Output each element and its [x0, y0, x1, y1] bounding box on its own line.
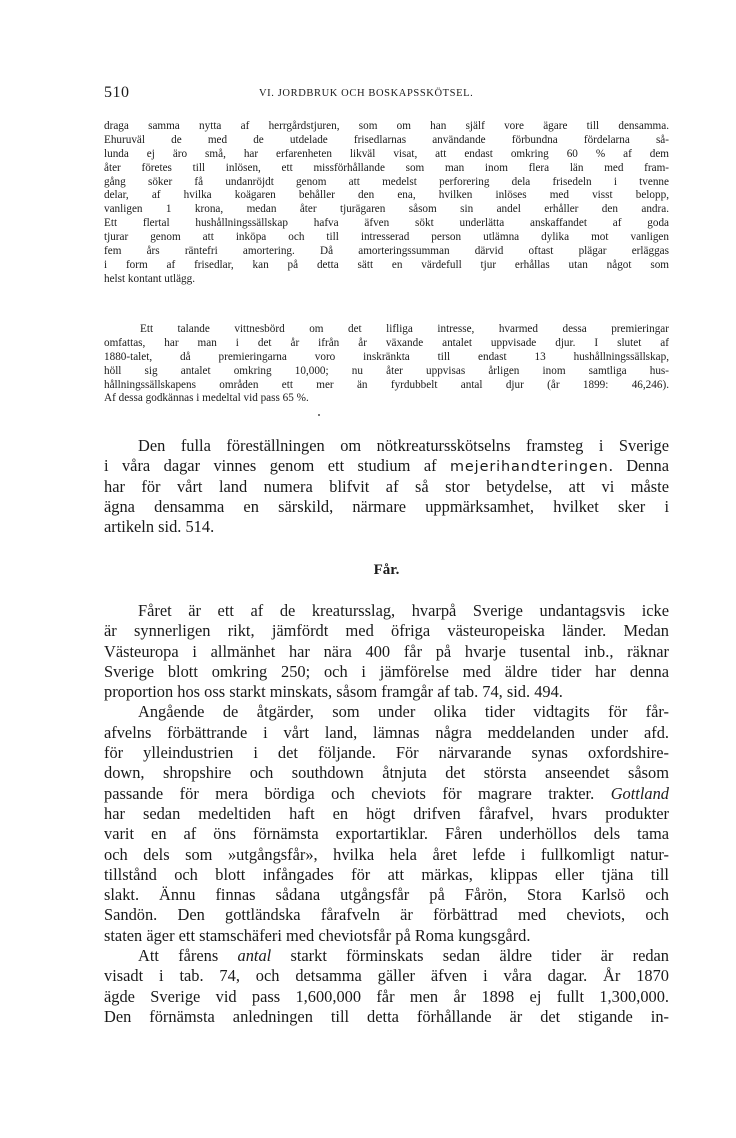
emphasized-term: mejerihandteringen — [450, 459, 609, 476]
text-line: 1880-talet, då premieringarna voro inskränkta till endast 13 hushållningssällskap, — [104, 350, 669, 363]
text-line: draga samma nytta af herrgårdstjuren, som om han själf vore ägare till densamma. — [104, 120, 669, 132]
text-line: delar, af hvilka koägaren behåller den ena, hvilken inlöses med visst belopp, — [104, 189, 669, 202]
text-line: gång söker få undanröjdt genom att medelst perforering dela frisedeln i tvenne — [104, 175, 669, 188]
text-line: omfattas, har man i det år ifrån år växande antalet uppvisade djur. I slutet af — [104, 336, 669, 349]
text-line: staten äger ett stamschäferi med cheviotsfår på Roma kungsgård. — [104, 925, 531, 945]
text-line: höll sig antalet omkring 10,000; nu åter uppvisas årligen inom samtliga hus- — [104, 364, 669, 377]
text-segment: passande för mera bördiga och cheviots för magrare trakter. — [104, 783, 611, 803]
text-line: i form af frisedlar, kan på detta sätt en värdefull tjur erhållas utan något som — [104, 258, 669, 271]
page-header — [104, 84, 669, 106]
paragraph-far — [104, 601, 669, 1027]
text-line: proportion hos oss starkt minskats, såsom framgår af tab. 74, sid. 494. — [104, 682, 563, 702]
text-line: Sverige blott omkring 250; och i jämförelse med äldre tider har denna — [104, 661, 669, 681]
text-line: Ehuruväl de med de utdelade frisedlarnas användande förbundna fördelarna så- — [104, 133, 669, 146]
text-line: Ett flertal hushållningssällskap hafva äfven sökt underlätta anskaffandet af goda — [104, 217, 669, 230]
text-line: artikeln sid. 514. — [104, 517, 215, 537]
paragraph-mejeri — [104, 436, 669, 537]
text-segment: . Denna — [608, 456, 669, 476]
text-line: ägna densamma en särskild, närmare uppmärksamhet, hvilket sker i — [104, 496, 669, 516]
text-segment: starkt förminskats sedan äldre tider är redan — [271, 946, 669, 966]
text-line: lunda ej äro små, har erfarenheten likväl visat, att endast omkring 60 % af dem — [104, 147, 669, 160]
text-line: Angående de åtgärder, som under olika tider vidtagits för får- — [138, 702, 669, 722]
text-line: helst kontant utlägg. — [104, 272, 196, 285]
text-line: ägde Sverige vid pass 1,600,000 får men år 1898 ej fullt 1,300,000. — [104, 986, 669, 1006]
text-line: Sandön. Den gottländska fårafveln är förbättrad med cheviots, och — [104, 905, 669, 925]
text-line: har sedan medeltiden haft en högt drifven fårafvel, hvars produkter — [104, 803, 669, 823]
text-line: down, shropshire och southdown åtnjuta det största anseendet såsom — [104, 763, 669, 783]
text-line: tillstånd och blott infångades för att märkas, klippas eller tjäna till — [104, 864, 669, 884]
text-line-with-emphasis — [104, 946, 669, 966]
text-line: Ett talande vittnesbörd om det lifliga intresse, hvarmed dessa premieringar — [140, 323, 669, 335]
emphasized-term: antal — [237, 946, 272, 966]
paragraph-herrgardstjur — [104, 120, 669, 287]
text-line: afvelns förbättrande i vårt land, lämnas några meddelanden under afd. — [104, 722, 669, 742]
ink-speck — [318, 414, 320, 416]
text-line: vanligen 1 krona, medan åter tjurägaren såsom sin andel erhåller den andra. — [104, 203, 669, 216]
paragraph-premieringar — [104, 323, 669, 406]
text-line: visadt i tab. 74, och detsamma gäller äfven i våra dagar. År 1870 — [104, 966, 669, 986]
page-number: 510 — [104, 84, 130, 101]
text-line: hållningssällskapens områden ett mer än fyrdubbelt antal djur (år 1899: 46,246). — [104, 378, 669, 391]
emphasized-term: Gottland — [610, 783, 669, 803]
text-line: fem års räntefri amortering. Då amorteringssumman därvid oftast plägar erläggas — [104, 245, 669, 258]
text-line: Af dessa godkännas i medeltal vid pass 65 %. — [104, 392, 309, 405]
text-line-with-emphasis — [104, 784, 669, 804]
section-title: Får. — [373, 562, 400, 578]
text-line: är synnerligen rikt, jämfördt med öfriga västeuropeiska länder. Medan — [104, 621, 669, 641]
text-line: Den förnämsta anledningen till detta förhållande är det stigande in- — [104, 1006, 669, 1026]
text-line: tjurar genom att inköpa och till intresserad person utlämna dylika mot vanligen — [104, 231, 669, 244]
text-line: Fåret är ett af de kreatursslag, hvarpå Sverige undantagsvis icke — [138, 601, 669, 620]
text-line: för ylleindustrien i det följande. För närvarande synas oxfordshire- — [104, 743, 669, 763]
text-segment: Att fårens — [138, 946, 238, 966]
running-head: VI. JORDBRUK OCH BOSKAPSSKÖTSEL. — [259, 88, 474, 99]
text-line: har för vårt land numera blifvit af så stor betydelse, att vi måste — [104, 476, 669, 496]
text-segment: i våra dagar vinnes genom ett studium af — [104, 456, 450, 476]
text-line: åter företes till inlösen, ett missförhållande som man inom flera län med fram- — [104, 161, 669, 174]
text-line: slakt. Ännu finnas sådana utgångsfår på Fårön, Stora Karlsö och — [104, 885, 669, 905]
text-line: och dels som »utgångsfår», hvilka hela året lefde i fullkomligt natur- — [104, 844, 669, 864]
text-line: Västeuropa i allmänhet har nära 400 får på hvarje tusental inb., räknar — [104, 641, 669, 661]
text-line-with-emphasis — [104, 456, 669, 476]
text-line: varit en af öns förnämsta exportartiklar. Fåren underhöllos dels tama — [104, 824, 669, 844]
text-line: Den fulla föreställningen om nötkreatursskötselns framsteg i Sverige — [138, 436, 669, 455]
